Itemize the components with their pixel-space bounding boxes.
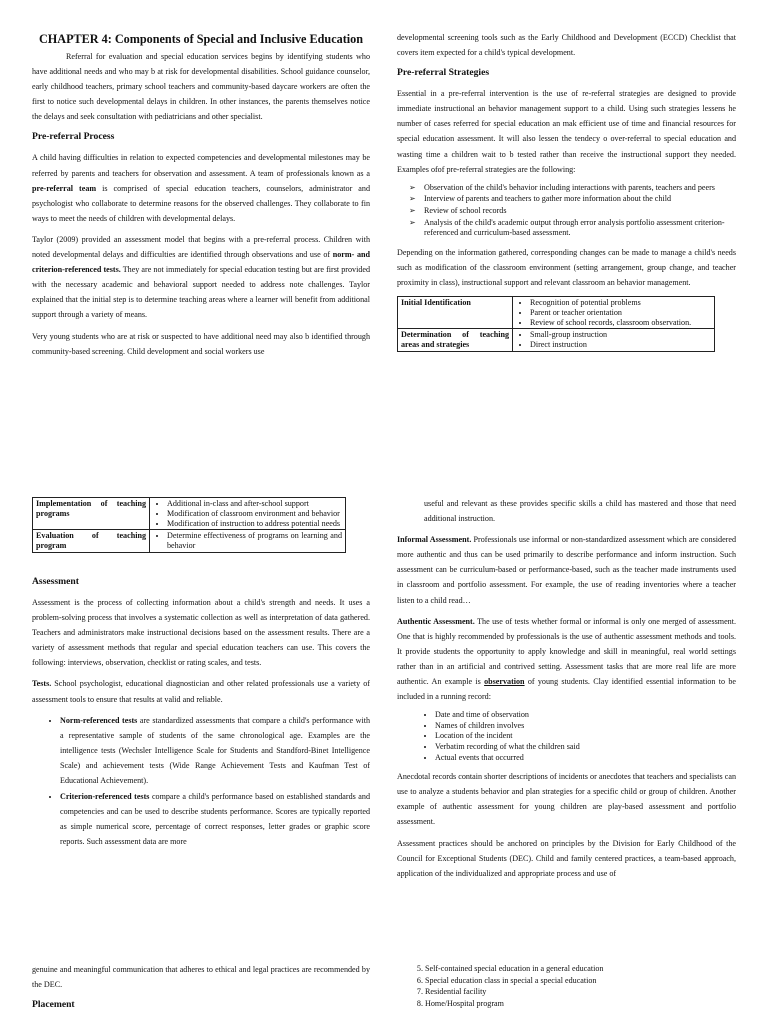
informal-assessment-paragraph: Informal Assessment. Professionals use informal or non-standardized assessment which are considered more authentic and thus can be used primarily to describe performance and inform instruction. Such assessment can be curriculum-based or performance-based, such as the teacher made instruments used in classroom and portfolio assessment. For example, the use of reading inventories where a teacher listen to a child read…	[397, 535, 736, 605]
authentic-assessment-paragraph: Authentic Assessment. The use of tests whether formal or informal is only one merged of assessment. One that is highly recommended by professionals is the use of authentic assessment methods and tools. It provide students the opportunity to apply knowledge and skill in meaningful, real world settings rather than in an artificial and contrived setting. Assessment tasks that are more real life are more authentic. An example is observation of young students. Clay identified essential information to be included in a running record:	[397, 616, 737, 702]
running-record-list	[397, 710, 736, 763]
screening-paragraph: Very young students who are at risk or suspected to have additional need may also b identified through community-based screening. Child development and social workers use	[32, 331, 370, 356]
list-item: • Actual events that occurred	[435, 753, 736, 764]
tests-paragraph: Tests. School psychologist, educational diagnostician and other related professionals use a variety of assessment tools to ensure that results at valid and reliable.	[32, 679, 370, 704]
table-row	[33, 530, 346, 553]
list-item: 7. Residential facility	[425, 986, 736, 998]
assessment-practices-paragraph: Assessment practices should be anchored on principles by the Division for Early Childhood of the Council for Exceptional Students (DEC). Child and family centered practices, a team-based approach, application of the individualized and appropriate process and use of	[397, 838, 736, 878]
table-row	[398, 297, 715, 329]
table-row-items: • Recognition of potential problems • Parent or teacher orientation • Review of school records, classroom observation.	[513, 297, 715, 329]
list-item: • Names of children involves	[435, 721, 736, 732]
list-item: • Date and time of observation	[435, 710, 736, 721]
list-item: ➢ Interview of parents and teachers to gather more information about the child	[409, 194, 736, 205]
pre-referral-team-paragraph: A child having difficulties in relation to expected competencies and developmental milestones may be referred by parents and teachers for observation and assessment. A team of professionals known as a pre-referral team is comprised of special education teachers, counselors, administrator and psychologist who collaborate to determine reasons for the observed challenges. They collaborate to fin ways to meet the needs of children with developmental delays.	[32, 153, 370, 223]
page3-right-column	[397, 963, 736, 1009]
screening-tools-paragraph: developmental screening tools such as the Early Childhood and Development (ECCD) Checklist that covers item expected for a child's typical development.	[397, 33, 736, 58]
tests-list	[32, 713, 370, 850]
assessment-paragraph: Assessment is the process of collecting information about a child's strength and needs. It uses a problem-solving process that involves a systematic collection as well as interpretation of data gathered. Teachers and administrators make instructional decisions based on the assessment results. There are a variety of assessment methods that regular and special education teachers can use. This covers the following: interviews, observation, checklist or rating scales, and tests.	[32, 597, 370, 668]
page2-left-column	[32, 497, 370, 855]
placement-list	[397, 963, 736, 1009]
table-row-items: • Additional in-class and after-school support • Modification of classroom environment and behavior • Modification of instruction to address potential needs	[150, 498, 346, 530]
table-row-label: Initial Identification	[398, 297, 513, 329]
table-row	[398, 329, 715, 352]
page-3	[0, 958, 768, 1024]
intro-paragraph: Referral for evaluation and special education services begins by identifying students who have additional needs and who may b at risk for developmental disabilities. School guidance counselor, early childhood teachers, primary school teachers and community-based daycare workers are often the first to notice such developmental delays in children. In other instances, the parents themselves notice the delays and seek consultation with pediatricians and other specialist.	[32, 52, 370, 122]
page-2	[0, 494, 768, 914]
table-row-items: • Determine effectiveness of programs on learning and behavior	[150, 530, 346, 553]
dec-paragraph: genuine and meaningful communication that adheres to ethical and legal practices are recommended by the DEC.	[32, 965, 370, 990]
identification-table	[397, 296, 715, 352]
page-1	[0, 0, 768, 440]
list-item: 5. Self-contained special education in a general education	[425, 963, 736, 975]
page1-right-column	[397, 30, 736, 352]
table-row-label: Determination of teaching areas and strategies	[398, 329, 513, 352]
chapter-title: CHAPTER 4: Components of Special and Inclusive Education	[38, 32, 364, 46]
list-item: • Criterion-referenced tests compare a child's performance based on established standards and competencies and can be used to describe students performance. Scores are typically reported as simple numerical score, percentage of correct responses, letter grades or graphic score reports. Such assessment data are more	[60, 789, 370, 849]
strategies-intro-paragraph: Essential in a pre-referral intervention is the use of re-referral strategies are designed to provide immediate instructional an behavior management support to a child. Using such strategies lessens he number of cases referred for special education an mak efficient use of time and financial resources for special education assessment. It will also lessen the tendecy o over-referral to special education and wasting time a children wait to b tested rather than receive the instructional support they needed. Examples ofof pre-referral strategies are the following:	[397, 89, 736, 174]
page1-left-column	[32, 31, 370, 365]
taylor-model-paragraph: Taylor (2009) provided an assessment model that begins with a pre-referral process. Children with noted developmental delays and difficulties are identified through observations and use of norm- and criterion-referenced tests. They are not immediately for special education testing but are first provided with the necessary academic and behavioral support needed to address note challenges. Taylor explained that the initial step is to determine teaching areas where a learner will benefit from additional support through a variety of means.	[32, 234, 371, 320]
list-item: 6. Special education class in special a special education	[425, 975, 736, 987]
list-item: • Norm-referenced tests are standardized assessments that compare a child's performance with a representative sample of students of the same chronological age. Examples are the intelligence tests (Wechsler Intelligence Scale for Students and Standford-Binet Intelligence Scale) and achievement tests (Wide Range Achievement Tests and Kaufman Test of Educational Achievement).	[60, 713, 370, 788]
table-row-label: Evaluation of teaching program	[33, 530, 150, 553]
list-item: ➢ Observation of the child's behavior including interactions with parents, teachers and peers	[409, 183, 736, 194]
anecdotal-records-paragraph: Anecdotal records contain shorter descriptions of incidents or anecdotes that teachers and specialists can use to analyze a students behavior and plan strategies for a specific child or group of children. Another example of authentic assessment for young children are play-based assessment and portfolio assessment.	[397, 772, 736, 827]
placement-heading: Placement	[32, 999, 75, 1011]
page2-right-column	[397, 496, 736, 887]
assessment-heading: Assessment	[32, 575, 79, 587]
list-item: ➢ Review of school records	[409, 206, 736, 217]
teaching-program-table	[32, 497, 346, 553]
classroom-changes-paragraph: Depending on the information gathered, corresponding changes can be made to manage a child's needs such as modification of the classroom environment (setting arrangement, group change, and teacher proximity in class), instructional support and relevant classroom an behavior management.	[397, 247, 736, 287]
pre-referral-process-heading: Pre-referral Process	[32, 131, 115, 143]
pre-referral-strategies-heading: Pre-referral Strategies	[397, 67, 490, 79]
list-item: 8. Home/Hospital program	[425, 998, 736, 1010]
page3-left-column	[32, 962, 370, 1018]
continued-paragraph: useful and relevant as these provides specific skills a child has mastered and those that need additional instruction.	[424, 499, 736, 524]
strategies-list	[397, 183, 736, 239]
list-item: • Location of the incident	[435, 731, 736, 742]
list-item: ➢ Analysis of the child's academic output through error analysis portfolio assessment criterion-referenced and curriculum-based assessment.	[409, 218, 736, 239]
list-item: • Verbatim recording of what the children said	[435, 742, 736, 753]
table-row	[33, 498, 346, 530]
table-row-items: • Small-group instruction • Direct instruction	[513, 329, 715, 352]
table-row-label: Implementation of teaching programs	[33, 498, 150, 530]
